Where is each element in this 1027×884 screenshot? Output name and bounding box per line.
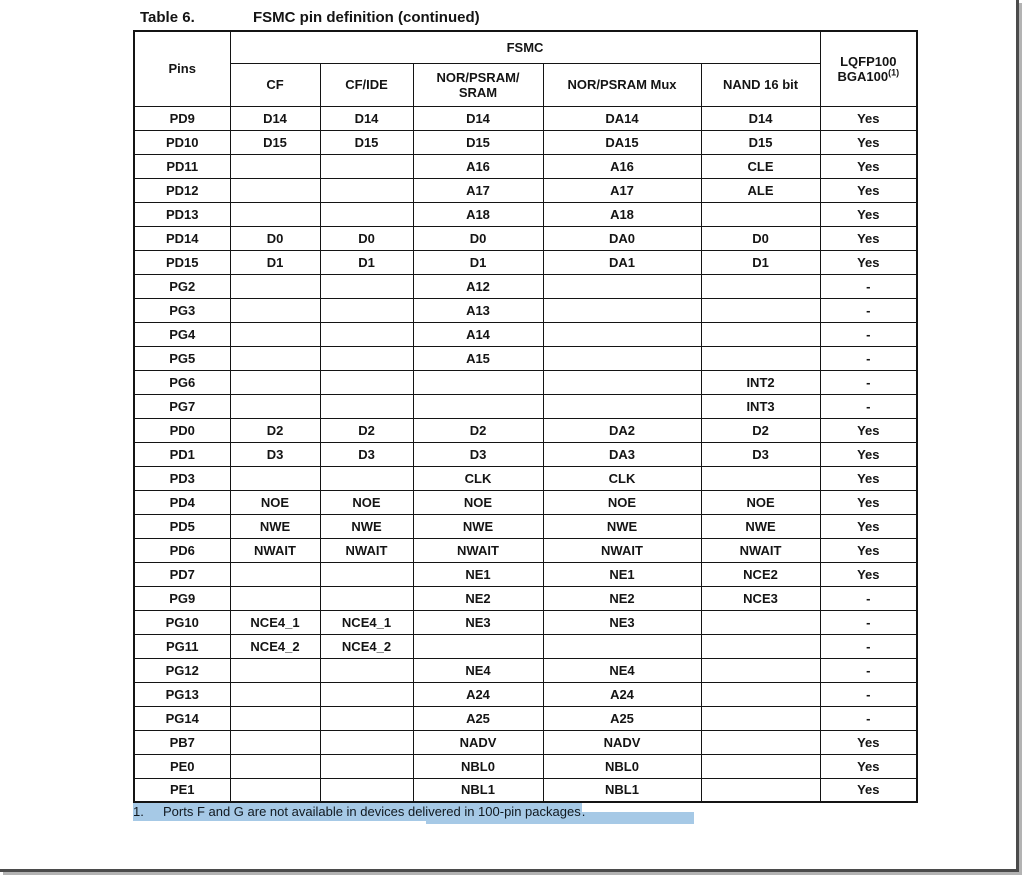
value-cell [320, 706, 413, 730]
value-cell: NCE4_2 [320, 634, 413, 658]
pin-cell: PG13 [134, 682, 230, 706]
table-row [134, 778, 917, 802]
value-cell [320, 178, 413, 202]
value-cell: INT3 [701, 394, 820, 418]
value-cell: Yes [820, 154, 917, 178]
value-cell: D14 [230, 106, 320, 130]
value-cell: CLK [543, 466, 701, 490]
value-cell: - [820, 658, 917, 682]
table-row [134, 586, 917, 610]
value-cell: D15 [413, 130, 543, 154]
value-cell [320, 466, 413, 490]
value-cell: NE3 [413, 610, 543, 634]
value-cell [701, 202, 820, 226]
header-pins: Pins [134, 31, 230, 106]
value-cell [701, 682, 820, 706]
table-row [134, 274, 917, 298]
value-cell: A17 [413, 178, 543, 202]
header-package [820, 31, 917, 106]
value-cell: NWAIT [543, 538, 701, 562]
table-row [134, 202, 917, 226]
value-cell: NOE [413, 490, 543, 514]
pin-cell: PG2 [134, 274, 230, 298]
value-cell [320, 778, 413, 802]
value-cell [701, 322, 820, 346]
value-cell [701, 778, 820, 802]
footnote-highlight [133, 803, 582, 821]
footnote-period: . [581, 804, 586, 819]
value-cell: NOE [230, 490, 320, 514]
value-cell: A25 [413, 706, 543, 730]
value-cell: A25 [543, 706, 701, 730]
table-row [134, 730, 917, 754]
footnote [133, 803, 585, 820]
pin-cell: PD13 [134, 202, 230, 226]
value-cell: Yes [820, 490, 917, 514]
value-cell [320, 658, 413, 682]
value-cell: NOE [543, 490, 701, 514]
value-cell: NCE4_1 [320, 610, 413, 634]
value-cell: - [820, 706, 917, 730]
value-cell: NCE3 [701, 586, 820, 610]
value-cell: Yes [820, 442, 917, 466]
value-cell [230, 394, 320, 418]
value-cell: D15 [701, 130, 820, 154]
value-cell [230, 466, 320, 490]
value-cell: A13 [413, 298, 543, 322]
value-cell [230, 562, 320, 586]
table-row [134, 370, 917, 394]
pin-cell: PD5 [134, 514, 230, 538]
value-cell: Yes [820, 130, 917, 154]
value-cell: Yes [820, 730, 917, 754]
value-cell: A18 [413, 202, 543, 226]
value-cell [413, 394, 543, 418]
table-body [134, 106, 917, 802]
header-columns-row [134, 63, 917, 106]
pin-cell: PD14 [134, 226, 230, 250]
value-cell: D14 [701, 106, 820, 130]
pin-cell: PD6 [134, 538, 230, 562]
table-row [134, 754, 917, 778]
table-row [134, 490, 917, 514]
header-col-cfide: CF/IDE [320, 63, 413, 106]
value-cell: NCE2 [701, 562, 820, 586]
value-cell: D1 [413, 250, 543, 274]
pin-cell: PG7 [134, 394, 230, 418]
value-cell: NCE4_1 [230, 610, 320, 634]
value-cell [701, 610, 820, 634]
value-cell [701, 346, 820, 370]
value-cell: DA15 [543, 130, 701, 154]
value-cell: NE4 [413, 658, 543, 682]
value-cell: D0 [320, 226, 413, 250]
value-cell [230, 778, 320, 802]
value-cell: Yes [820, 754, 917, 778]
value-cell: NWE [320, 514, 413, 538]
value-cell [320, 682, 413, 706]
value-cell [230, 754, 320, 778]
table-row [134, 538, 917, 562]
value-cell [230, 586, 320, 610]
value-cell: NOE [701, 490, 820, 514]
value-cell: A14 [413, 322, 543, 346]
header-col-nor-psram-mux: NOR/PSRAM Mux [543, 63, 701, 106]
value-cell: NE4 [543, 658, 701, 682]
value-cell: A24 [413, 682, 543, 706]
value-cell: D14 [413, 106, 543, 130]
value-cell: D3 [230, 442, 320, 466]
value-cell: A24 [543, 682, 701, 706]
value-cell: D2 [413, 418, 543, 442]
value-cell: Yes [820, 562, 917, 586]
value-cell: NOE [320, 490, 413, 514]
value-cell: NE2 [413, 586, 543, 610]
value-cell [701, 706, 820, 730]
value-cell: DA1 [543, 250, 701, 274]
value-cell: NCE4_2 [230, 634, 320, 658]
value-cell: A17 [543, 178, 701, 202]
pin-cell: PD9 [134, 106, 230, 130]
value-cell [320, 562, 413, 586]
value-cell: Yes [820, 514, 917, 538]
value-cell: Yes [820, 538, 917, 562]
value-cell: ALE [701, 178, 820, 202]
pin-cell: PE1 [134, 778, 230, 802]
header-col-nor-psram-sram: NOR/PSRAM/ SRAM [413, 63, 543, 106]
value-cell [701, 298, 820, 322]
value-cell [230, 346, 320, 370]
value-cell [320, 202, 413, 226]
value-cell: - [820, 682, 917, 706]
value-cell: - [820, 370, 917, 394]
value-cell [701, 274, 820, 298]
header-col-nand16: NAND 16 bit [701, 63, 820, 106]
value-cell: Yes [820, 226, 917, 250]
table-row [134, 226, 917, 250]
table-row [134, 442, 917, 466]
value-cell [230, 202, 320, 226]
value-cell: D1 [320, 250, 413, 274]
pin-cell: PD11 [134, 154, 230, 178]
pin-cell: PG9 [134, 586, 230, 610]
value-cell [320, 298, 413, 322]
value-cell: - [820, 610, 917, 634]
pin-cell: PD4 [134, 490, 230, 514]
value-cell [320, 586, 413, 610]
value-cell [413, 634, 543, 658]
value-cell: D1 [230, 250, 320, 274]
value-cell: Yes [820, 250, 917, 274]
pin-cell: PD10 [134, 130, 230, 154]
value-cell [320, 370, 413, 394]
value-cell: NWE [230, 514, 320, 538]
pin-cell: PD12 [134, 178, 230, 202]
value-cell: NWAIT [413, 538, 543, 562]
value-cell: Yes [820, 418, 917, 442]
table-row [134, 466, 917, 490]
value-cell: D0 [701, 226, 820, 250]
table-row [134, 682, 917, 706]
pin-cell: PG3 [134, 298, 230, 322]
value-cell: NBL0 [413, 754, 543, 778]
pin-cell: PG6 [134, 370, 230, 394]
value-cell [543, 274, 701, 298]
pin-cell: PD0 [134, 418, 230, 442]
table-row [134, 562, 917, 586]
value-cell [320, 754, 413, 778]
value-cell: NWAIT [230, 538, 320, 562]
value-cell: A15 [413, 346, 543, 370]
value-cell: D15 [320, 130, 413, 154]
value-cell [320, 154, 413, 178]
value-cell: Yes [820, 106, 917, 130]
value-cell: NWAIT [701, 538, 820, 562]
value-cell: DA3 [543, 442, 701, 466]
table-row [134, 706, 917, 730]
value-cell: NWE [701, 514, 820, 538]
value-cell [230, 298, 320, 322]
pin-cell: PG11 [134, 634, 230, 658]
table-title-label: Table 6. [140, 9, 195, 26]
value-cell [543, 322, 701, 346]
value-cell: - [820, 346, 917, 370]
pin-cell: PG14 [134, 706, 230, 730]
table-row [134, 346, 917, 370]
value-cell: - [820, 298, 917, 322]
value-cell [320, 322, 413, 346]
value-cell [320, 394, 413, 418]
table-row [134, 658, 917, 682]
value-cell: DA2 [543, 418, 701, 442]
value-cell [230, 730, 320, 754]
value-cell: A16 [413, 154, 543, 178]
value-cell [701, 730, 820, 754]
value-cell: A12 [413, 274, 543, 298]
pin-cell: PG4 [134, 322, 230, 346]
value-cell: D2 [230, 418, 320, 442]
value-cell [413, 370, 543, 394]
value-cell [543, 634, 701, 658]
value-cell: NE1 [413, 562, 543, 586]
pin-cell: PG10 [134, 610, 230, 634]
value-cell [230, 154, 320, 178]
value-cell: - [820, 586, 917, 610]
table-row [134, 634, 917, 658]
value-cell [320, 346, 413, 370]
table-row [134, 130, 917, 154]
value-cell [701, 634, 820, 658]
value-cell [701, 754, 820, 778]
pin-cell: PD1 [134, 442, 230, 466]
value-cell: - [820, 322, 917, 346]
table-row [134, 394, 917, 418]
value-cell [230, 178, 320, 202]
value-cell: D2 [701, 418, 820, 442]
value-cell: D0 [413, 226, 543, 250]
footnote-ref-superscript: (1) [888, 67, 900, 78]
header-package-line2: BGA100 [837, 68, 889, 84]
value-cell: NE1 [543, 562, 701, 586]
value-cell: D2 [320, 418, 413, 442]
value-cell: - [820, 274, 917, 298]
value-cell: - [820, 634, 917, 658]
value-cell [701, 466, 820, 490]
value-cell: A16 [543, 154, 701, 178]
table-row [134, 250, 917, 274]
table-header [134, 31, 917, 106]
value-cell: D3 [413, 442, 543, 466]
value-cell: INT2 [701, 370, 820, 394]
pin-cell: PD7 [134, 562, 230, 586]
value-cell [230, 682, 320, 706]
value-cell: NADV [413, 730, 543, 754]
value-cell: CLE [701, 154, 820, 178]
value-cell: Yes [820, 466, 917, 490]
table-title-text: FSMC pin definition (continued) [253, 9, 480, 26]
pin-cell: PD3 [134, 466, 230, 490]
value-cell [230, 658, 320, 682]
table-row [134, 106, 917, 130]
pin-cell: PG12 [134, 658, 230, 682]
value-cell: D0 [230, 226, 320, 250]
value-cell: Yes [820, 202, 917, 226]
fsmc-pin-table [133, 30, 918, 803]
value-cell: D15 [230, 130, 320, 154]
value-cell: - [820, 394, 917, 418]
value-cell [543, 394, 701, 418]
header-fsmc-group: FSMC [230, 31, 820, 63]
value-cell [543, 298, 701, 322]
value-cell [230, 370, 320, 394]
value-cell: DA14 [543, 106, 701, 130]
value-cell: NBL0 [543, 754, 701, 778]
value-cell: NBL1 [413, 778, 543, 802]
value-cell: NWE [413, 514, 543, 538]
value-cell [543, 346, 701, 370]
table-row [134, 154, 917, 178]
footnote-number: 1. [133, 804, 144, 819]
value-cell: DA0 [543, 226, 701, 250]
table-row [134, 178, 917, 202]
table-row [134, 322, 917, 346]
value-cell: NADV [543, 730, 701, 754]
pin-cell: PE0 [134, 754, 230, 778]
value-cell [230, 706, 320, 730]
pin-cell: PB7 [134, 730, 230, 754]
value-cell: NBL1 [543, 778, 701, 802]
value-cell: NWE [543, 514, 701, 538]
table-row [134, 610, 917, 634]
footnote-text: Ports F and G are not available in devices delivered in 100-pin packages [163, 804, 581, 819]
value-cell [230, 322, 320, 346]
header-group-row [134, 31, 917, 63]
value-cell: NE2 [543, 586, 701, 610]
table-row [134, 418, 917, 442]
value-cell: D14 [320, 106, 413, 130]
value-cell [320, 730, 413, 754]
value-cell: Yes [820, 178, 917, 202]
table-row [134, 514, 917, 538]
value-cell: NE3 [543, 610, 701, 634]
value-cell: NWAIT [320, 538, 413, 562]
value-cell: D1 [701, 250, 820, 274]
value-cell: Yes [820, 778, 917, 802]
header-package-line1: LQFP100 [840, 53, 897, 69]
header-col-cf: CF [230, 63, 320, 106]
value-cell [230, 274, 320, 298]
pin-cell: PG5 [134, 346, 230, 370]
value-cell: D3 [320, 442, 413, 466]
table-title [140, 9, 480, 26]
value-cell [543, 370, 701, 394]
value-cell [320, 274, 413, 298]
value-cell: CLK [413, 466, 543, 490]
value-cell [701, 658, 820, 682]
table-row [134, 298, 917, 322]
value-cell: D3 [701, 442, 820, 466]
value-cell: A18 [543, 202, 701, 226]
pin-cell: PD15 [134, 250, 230, 274]
